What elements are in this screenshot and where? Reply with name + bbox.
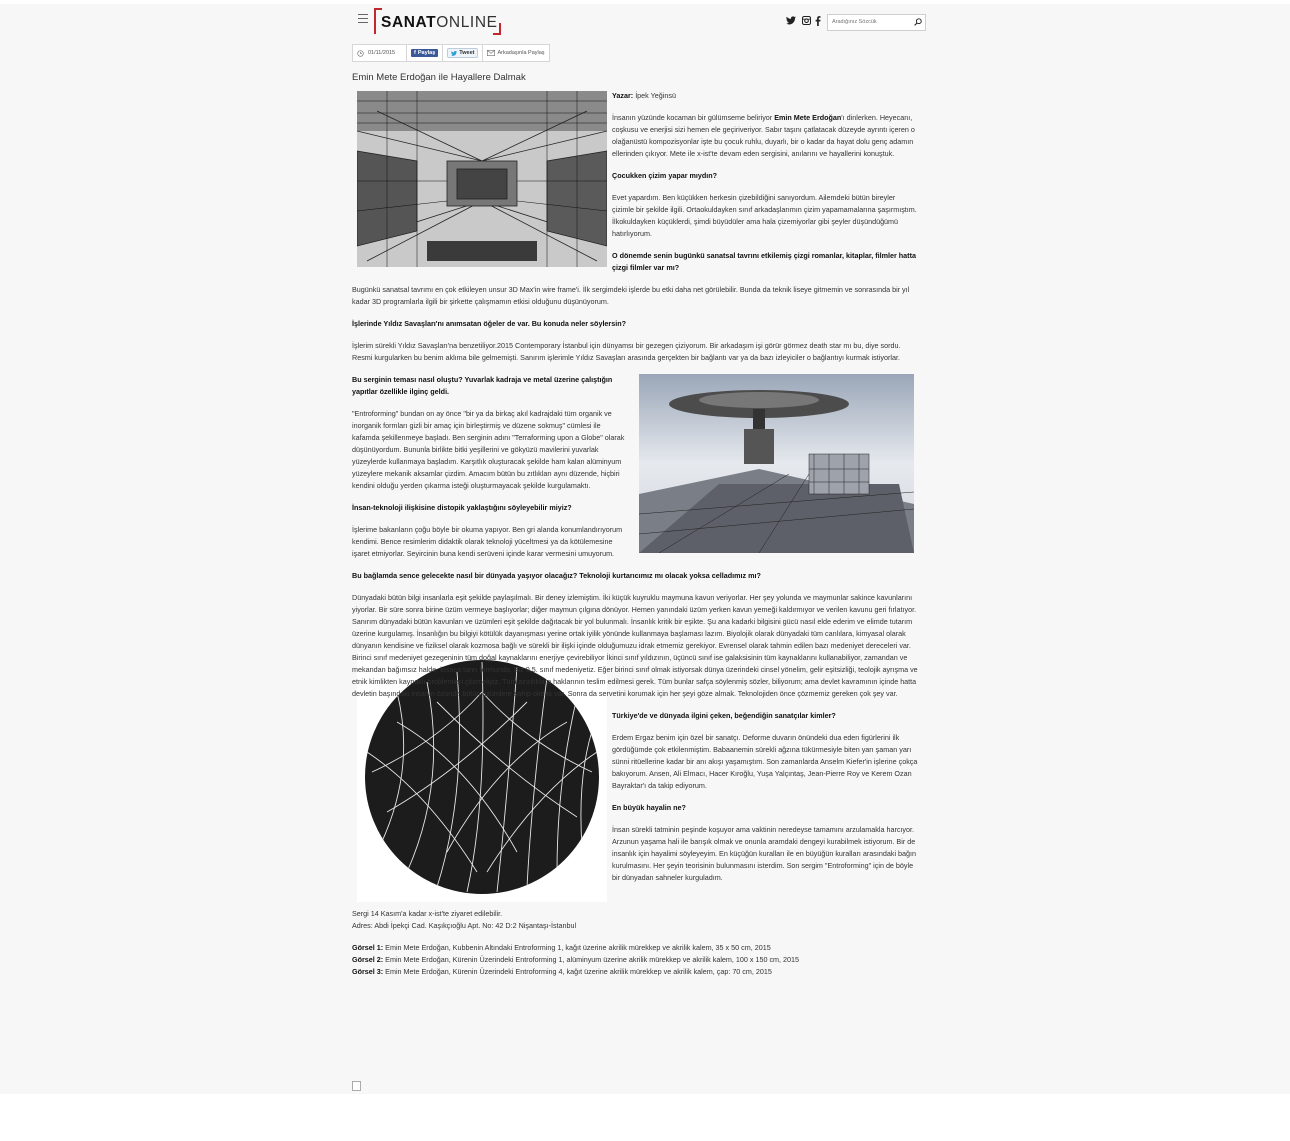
caption-2-label: Görsel 2: [352, 955, 384, 964]
answer-4: "Entroforming" bundan on ay önce "bir ya da birkaç akıl kadrajdaki tüm organik ve inorganik formları gizli bir amaç için birleştirmiş ve düzene sokmuş" cümlesi ile kafamda şekillenmeye başladı. Ben serginin adını "Terraforming upon a Globe" olarak düşünüyordum. Bununla birlikte bitki yeşillerini ve gökyüzü mavilerini yuvarlak yüzeylerde kullanmaya başladım. Karşıtlık oluşturacak şekilde ham kalan alüminyum yüzeylere mekanik aksamlar çizdim. Amacım bütün bu zıtlıkları aynı düzende, hiçbiri kendini olduğu yerden çıkarma isteği oluşturmayacak şekilde kurgulamaktı. [352, 409, 625, 490]
author-label: Yazar: [612, 91, 634, 100]
twitter-bird-icon [451, 51, 457, 56]
email-share-button[interactable] [483, 45, 548, 61]
publish-date: 01/11/2015 [368, 50, 396, 56]
exhibition-dates: Sergi 14 Kasım'a kadar x-ist'te ziyaret edilebilir. [352, 909, 503, 918]
clock-icon [357, 50, 364, 57]
artwork-image-1 [357, 91, 607, 267]
author-name: İpek Yeğinsü [635, 91, 676, 100]
intro-artist-name: Emin Mete Erdoğan [774, 113, 842, 122]
caption-1-label: Görsel 1: [352, 943, 384, 952]
exhibition-info [352, 908, 918, 932]
date-cell [353, 45, 407, 61]
article-title: Emin Mete Erdoğan ile Hayallere Dalmak [352, 72, 526, 83]
answer-6 [352, 592, 918, 700]
caption-2-text: Emin Mete Erdoğan, Kürenin Üzerindeki Entroforming 1, alüminyum üzerine akrilik mürekkep ve akrilik kalem, 100 x 150 cm, 2015 [383, 955, 800, 964]
tweet-label: Tweet [459, 50, 475, 56]
answer-5: İşlerime bakanların çoğu böyle bir okuma yapıyor. Ben gri alanda konumlandırıyorum kendimi. Bence resimlerim didaktik olarak teknoloji yüceltmesi ya da kötülemesine işaret etmiyorlar. Seyircinin buna kendi serüveni içinde karar vermesini umuyorum. [352, 525, 623, 558]
instagram-icon[interactable] [802, 16, 811, 25]
tweet-button[interactable] [447, 48, 478, 58]
envelope-icon [487, 50, 495, 56]
answer-2: Bugünkü sanatsal tavrımı en çok etkileyen unsur 3D Max'in wire frame'i. İlk sergimdeki işlerde bu etki daha net görülebilir. Bunda da teknik liseye gitmemin ve sonrasında bir yıl kadar 3D programlarla ilgili bir şirkette çalışmamın etkisi olduğunu düşünüyorum. [352, 285, 910, 306]
share-bar [352, 44, 550, 62]
broken-image-icon [352, 1081, 361, 1091]
question-5: İnsan-teknoloji ilişkisine distopik yaklaştığını söyleyebilir miyiz? [352, 503, 572, 512]
caption-1 [352, 943, 771, 952]
intro-text-a: İnsanın yüzünde kocaman bir gülümseme beliriyor [612, 113, 775, 122]
answer-6-text: Dünyadaki bütün bilgi insanlarla eşit şekilde paylaşılmalı. Bir deney izlemiştim. İki küçük kuyruklu maymuna kavun veriyorlar. Her şey yolunda ve maymunlar sakince kavunlarını yiyorlar. Bir süre sonra birine üzüm vermeye başlıyorlar; diğer maymun çılgına dönüyor. Hemen yanındaki üzüm yerken kavun yemeği kaldırmıyor ve verilen kavunu geri fırlatıyor. Sanırım dünyadaki bütün kavunları ve üzümleri eşit şekilde dağıtacak bir yol bulunmalı. İnsanlık kritik bir eşikte. Şu ana kadarki bilgisini gücü nasıl elde ederim ve elimde tutarım üzerine kurgulamış. İnsanlığın bu bilgiyi kötülük dayanışması yerine ortak iyilik yönünde kullanmaya başlaması lazım. Biyolojik olarak dünyadaki tüm canlılara, kimyasal olarak dünyanın kendisine ve fiziksel olarak kozmosa bağlı ve sürekli bir ilişki içinde olduğumuzu idrak etmemiz gerekiyor. Evrensel olarak tahmin edilen bazı medeniyet dereceleri var. Birinci sınıf medeniyet gezegeninin tüm doğal kaynaklarını enerjiye çevirebiliyor İkinci sınıf yıldızının, üçüncü sınıf ise galaksisinin tüm kaynaklarını kullanabiliyor, zamandan ve mekandan bağımsız halde, kısaca tanrı formunda. Biz 0,5. sınıf medeniyetiz. Eğer birinci sınıf olmak istiyorsak dünya üzerindeki cinsel yönelim, gelir eşitsizliği, teolojik ayrışma ve etnik kimlikten kaynaklı problemleri çözmeliyiz. Tüm azınlıklara haklarının teslim edilmesi gerek. Tüm bunlar safça söylenmiş sözler, biliyorum; ama devlet kavramının içinde hatta devletin başındaki insanın özünde bütün üzümlere sahip olmak var. Sonra da servetini korumak için her şeyi göze almak. Teknolojiden önce çözmemiz gereken çok şey var. [352, 593, 918, 698]
article-body [352, 90, 918, 988]
question-7: Türkiye'de ve dünyada ilgini çeken, beğendiğin sanatçılar kimler? [612, 711, 836, 720]
caption-3-label: Görsel 3: [352, 967, 384, 976]
exhibition-address: Adres: Abdi İpekçi Cad. Kaşıkçıoğlu Apt. No: 42 D:2 Nişantaşı-İstanbul [352, 921, 577, 930]
answer-8: İnsan sürekli tatminin peşinde koşuyor ama vaktinin neredeyse tamamını arzulamakla harcıyor. Arzunun yaşama hali ile barışık olmak ve onunla aramdaki dengeyi kurabilmek istiyorum. Bir de insanlık için hayalimi söyleyeyim. En küçüğün kuralları ile en büyüğün kuralları arasındaki bağın kurulmasını. Her şeyin teorisinin bulunmasını isterdim. Son sergim "Entroforming" için de böyle bir dünyadan sahneler kurguladım. [612, 825, 917, 882]
question-6: Bu bağlamda sence gelecekte nasıl bir dünyada yaşıyor olacağız? Teknoloji kurtarıcımız mı olacak yoksa celladımız mı? [352, 571, 761, 580]
facebook-share-label: Paylaş [417, 50, 436, 56]
facebook-icon[interactable] [815, 16, 821, 26]
search-icon[interactable] [914, 18, 922, 26]
answer-3: İşlerim sürekli Yıldız Savaşları'na benzetiliyor.2015 Contemporary İstanbul için dünyamsı bir gezegen çiziyorum. Bir arkadaşım işi görür görmez death star mı bu, diye sordu. Resmi kurgularken bu benim aklıma bile gelmemişti. Sanırım işlerimle Yıldız Savaşları arasında gerçekten bir bağlantı var ya da bazı izleyiciler o bağlantıyı kurmak istiyorlar. [352, 341, 901, 362]
caption-3 [352, 967, 772, 976]
answer-7: Erdem Ergaz benim için özel bir sanatçı. Deforme duvarın önündeki dua eden figürlerini ilk gördüğümde çok etkilenmiştim. Babaanemin sürekli ağzına tükürmesiyle biten yarı şaman yarı sünni ritüellerine kadar bir anı akışı yaşamıştım. Son zamanlarda Anselm Kiefer'in işlerine çokça bakıyorum. Ansen, Ali Elmacı, Hacer Kıroğlu, Yuşa Yalçıntaş, Jean-Pierre Roy ve Kerem Ozan Bayraktar'ı da takip ediyorum. [612, 733, 918, 790]
caption-2 [352, 955, 799, 964]
caption-1-text: Emin Mete Erdoğan, Kubbenin Altındaki Entroforming 1, kağıt üzerine akrilik mürekkep ve akrilik kalem, 35 x 50 cm, 2015 [383, 943, 771, 952]
tweet-cell [443, 45, 483, 61]
image-captions [352, 942, 918, 978]
search-input[interactable] [832, 19, 912, 25]
twitter-icon[interactable] [786, 16, 796, 25]
logo-light-text: ONLINE [436, 14, 498, 31]
hamburger-menu-icon[interactable] [358, 14, 368, 24]
question-4: Bu serginin teması nasıl oluştu? Yuvarlak kadraja ve metal üzerine çalıştığın yapıtlar özellikle ilginç geldi. [352, 375, 613, 396]
answer-1: Evet yapardım. Ben küçükken herkesin çizebildiğini sanıyordum. Ailemdeki bütün bireyler çizimle bir şekilde ilgili. Ortaokuldayken sınıf arkadaşlarımın çizim yapamamalarına şaşırmıştım. İlkokuldayken küçüklerdi, şimdi büyüdüler ama hala çizemiyorlar gibi şeyler düşündüğümü hatırlıyorum. [612, 193, 917, 238]
question-8: En büyük hayalin ne? [612, 803, 686, 812]
question-2: O dönemde senin bugünkü sanatsal tavrını etkilemiş çizgi romanlar, kitaplar, filmler hatta çizgi filmler var mı? [612, 251, 916, 272]
site-logo[interactable] [374, 8, 501, 35]
question-3: İşlerinde Yıldız Savaşları'nı anımsatan öğeler de var. Bu konuda neler söylersin? [352, 319, 627, 328]
search-box[interactable] [827, 14, 926, 31]
intro-text-b: 'ı dinlerken. Heyecanı, coşkusu ve enerjisi sizi hemen ele geçiriveriyor. Sabır taşını çatlatacak düzeyde ayrıntı içeren o olağanüstü kompozisyonlar işte bu çocuk ruhlu, duyarlı, bir o kadar da hayat dolu genç adamın ellerinden çıkıyor. Mete ile x-ist'te devam eden sergisini, anılarını ve hayallerini konuştuk. [612, 113, 915, 158]
facebook-f-icon: f [414, 50, 416, 56]
artwork-image-2 [639, 374, 914, 553]
email-share-label: Arkadaşınla Paylaş [497, 50, 545, 56]
logo-bold-text: SANAT [381, 14, 437, 31]
facebook-share-cell [407, 45, 443, 61]
facebook-share-button[interactable] [411, 49, 438, 57]
caption-3-text: Emin Mete Erdoğan, Kürenin Üzerindeki Entroforming 4, kağıt üzerine akrilik mürekkep ve akrilik kalem, çap: 70 cm, 2015 [383, 967, 772, 976]
question-1: Çocukken çizim yapar mıydın? [612, 171, 718, 180]
